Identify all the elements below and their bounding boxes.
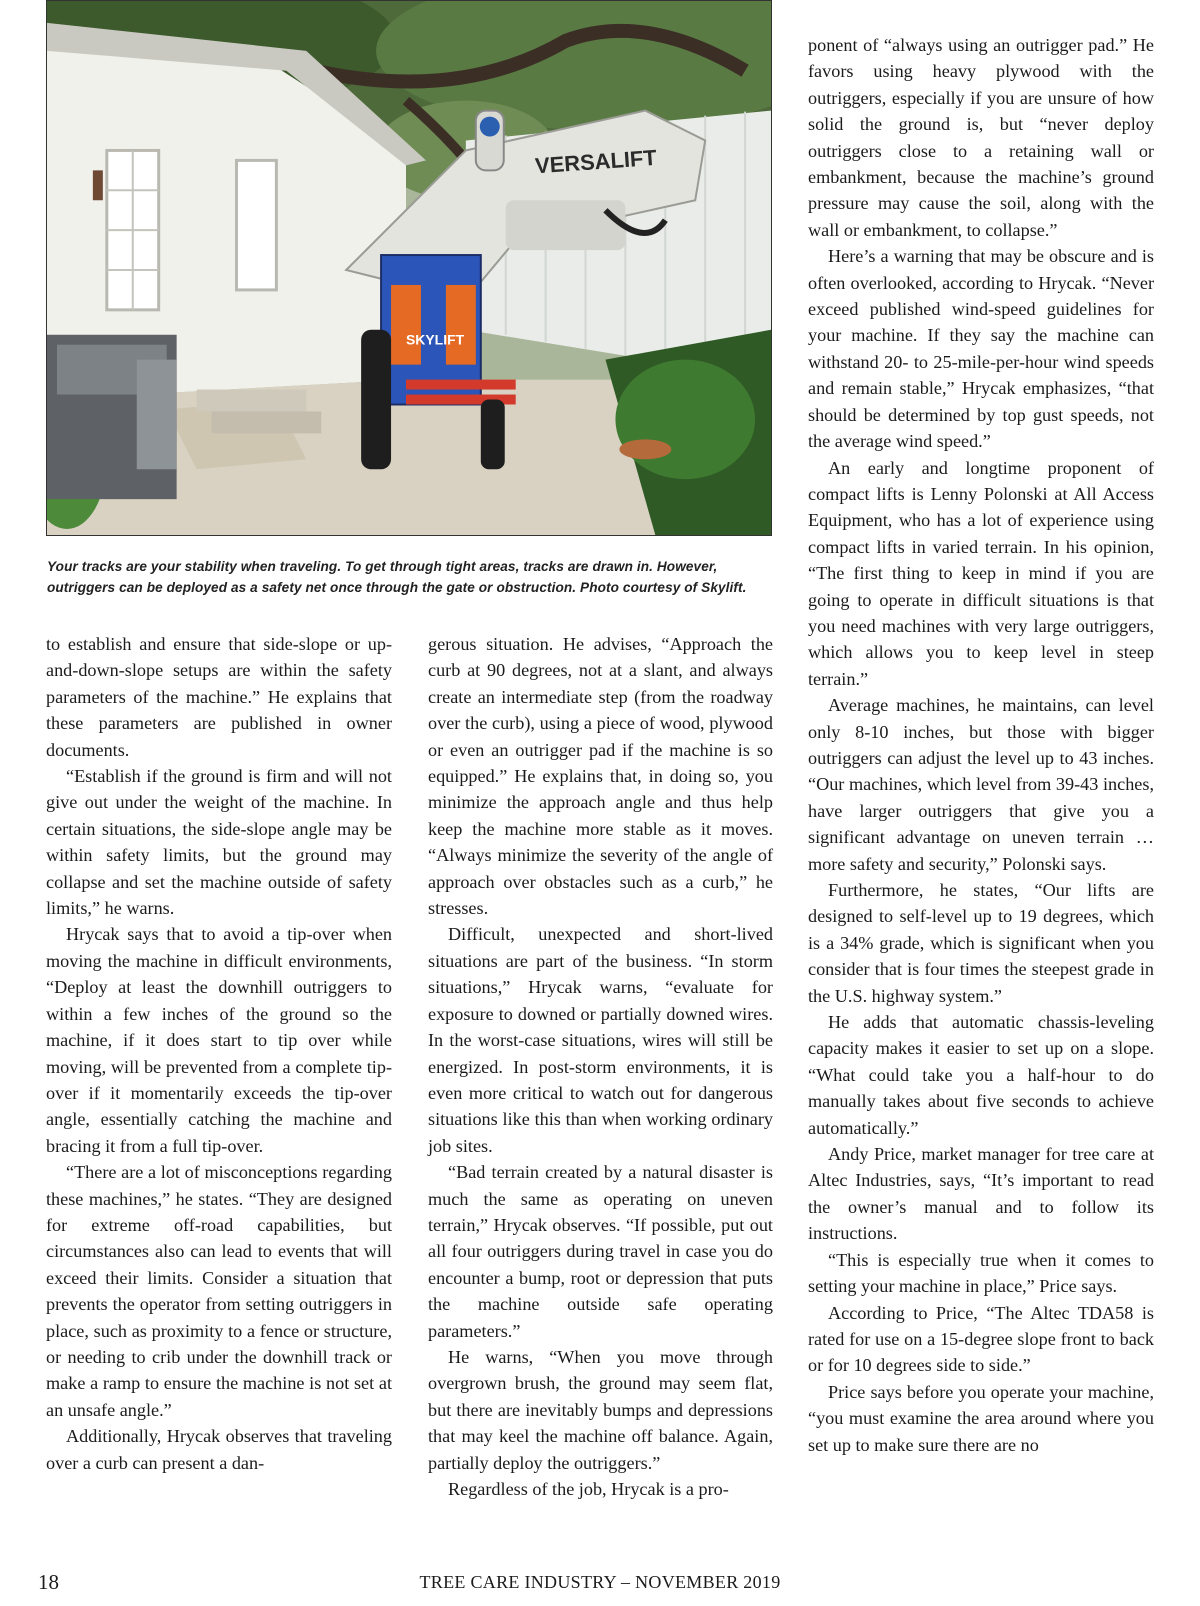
publication-title: TREE CARE INDUSTRY – NOVEMBER 2019 bbox=[419, 1572, 781, 1592]
article-photo bbox=[46, 0, 772, 536]
paragraph: Andy Price, market manager for tree care at Altec Industries, says, “It’s important to read the owner’s manual and to follow its instructions. bbox=[808, 1144, 1154, 1244]
paragraph: An early and longtime proponent of compact lifts is Lenny Polonski at All Access Equipment, who has a lot of experience using compact lifts in varied terrain. In his opinion, “The first thing to keep in mind if you are going to operate in difficult situations is that you need machines with very large outriggers, which allows you to keep level in steep terrain.” bbox=[808, 457, 1154, 689]
photo-caption bbox=[47, 556, 772, 598]
paragraph: He adds that automatic chassis-leveling capacity makes it easier to set up on a slope. “What could take you a half-hour to do manually takes about five seconds to achieve automatically.” bbox=[808, 1012, 1154, 1138]
chassis-brand-label: SKYLIFT bbox=[406, 331, 465, 348]
caption-line: Your tracks are your stability when traveling. To get through tight areas, tracks are drawn in. However, bbox=[47, 559, 718, 574]
boom-brand-label: VERSALIFT bbox=[534, 144, 658, 179]
paragraph: “This is especially true when it comes to setting your machine in place,” Price says. bbox=[808, 1249, 1154, 1297]
paragraph: “Establish if the ground is firm and will not give out under the weight of the machine. In certain situations, the side-slope angle may be within safety limits, but the ground may collapse and set the machine outside of safety limits,” he warns. bbox=[46, 766, 392, 919]
article-column-2 bbox=[428, 631, 773, 1502]
paragraph: Hrycak says that to avoid a tip-over when moving the machine in difficult environments, “Deploy at least the downhill outriggers to within a few inches of the ground so the machine, if it does start to tip over while moving, will be prevented from a complete tip-over if it momentarily exceeds the tip-over angle, essentially catching the machine and bracing it from a full tip-over. bbox=[46, 924, 392, 1156]
article-column-3 bbox=[808, 32, 1154, 1458]
paragraph: Difficult, unexpected and short-lived situations are part of the business. “In storm situations,” Hrycak warns, “evaluate for exposure to downed or partially downed wires. In the worst-case situations, wires will still be energized. In post-storm environments, it is even more critical to watch out for dangerous situations like this than when working ordinary job sites. bbox=[428, 924, 773, 1156]
article-column-1 bbox=[46, 631, 392, 1476]
paragraph: Average machines, he maintains, can level only 8-10 inches, but those with bigger outriggers can adjust the level up to 43 inches. “Our machines, which level from 39-43 inches, have larger outriggers that give you a significant advantage on uneven terrain … more safety and security,” Polonski says. bbox=[808, 695, 1154, 874]
paragraph: to establish and ensure that side-slope or up-and-down-slope setups are within the safety parameters of the machine.” He explains that these parameters are published in owner documents. bbox=[46, 634, 392, 760]
paragraph: Price says before you operate your machine, “you must examine the area around where you set up to make sure there are no bbox=[808, 1381, 1154, 1455]
page-footer bbox=[0, 1570, 1200, 1598]
paragraph: Furthermore, he states, “Our lifts are designed to self-level up to 19 degrees, which is a 34% grade, which is significant when you consider that is four times the steepest grade in the U.S. highway system.” bbox=[808, 880, 1154, 1006]
paragraph: Additionally, Hrycak observes that traveling over a curb can present a dan- bbox=[46, 1426, 392, 1473]
paragraph: “Bad terrain created by a natural disaster is much the same as operating on uneven terrain,” Hrycak observes. “If possible, put out all four outriggers during travel in case you do encounter a bump, root or depression that puts the machine outside safe operating parameters.” bbox=[428, 1162, 773, 1341]
page-number: 18 bbox=[38, 1570, 59, 1594]
paragraph: ponent of “always using an outrigger pad.” He favors using heavy plywood with the outriggers, especially if you are unsure of how solid the ground is, but “never deploy outriggers close to a retaining wall or embankment, because the machine’s ground pressure may cause the soil, along with the wall or embankment, to collapse.” bbox=[808, 35, 1154, 240]
paragraph: “There are a lot of misconceptions regarding these machines,” he states. “They are designed for extreme off-road capabilities, but circumstances also can lead to events that will exceed their limits. Consider a situation that prevents the operator from setting outriggers in place, such as proximity to a fence or structure, or needing to crib under the downhill track or make a ramp to ensure the machine is not set at an unsafe angle.” bbox=[46, 1162, 392, 1420]
compact-lift-illustration bbox=[47, 1, 771, 535]
paragraph: Here’s a warning that may be obscure and is often overlooked, according to Hrycak. “Never exceed published wind-speed guidelines for your machine. If they say the machine can withstand 20- to 25-mile-per-hour wind speeds and remain stable,” Hrycak emphasizes, “that should be determined by top gust speeds, not the average wind speed.” bbox=[808, 246, 1154, 452]
paragraph: He warns, “When you move through overgrown brush, the ground may seem flat, but there are inevitably bumps and depressions that may keel the machine off balance. Again, partially deploy the outriggers.” bbox=[428, 1346, 773, 1473]
caption-line: outriggers can be deployed as a safety net once through the gate or obstruction. Photo courtesy of Skylift. bbox=[47, 580, 747, 595]
paragraph: gerous situation. He advises, “Approach the curb at 90 degrees, not at a slant, and always create an intermediate step (from the roadway over the curb), using a piece of wood, plywood or even an outrigger pad if the machine is so equipped.” He explains that, in doing so, you minimize the approach angle and thus help keep the machine more stable as it moves. “Always minimize the severity of the angle of approach over obstacles such as a curb,” he stresses. bbox=[428, 634, 773, 919]
paragraph: According to Price, “The Altec TDA58 is rated for use on a 15-degree slope front to back or for 10 degrees side to side.” bbox=[808, 1302, 1154, 1376]
paragraph: Regardless of the job, Hrycak is a pro- bbox=[448, 1479, 729, 1499]
